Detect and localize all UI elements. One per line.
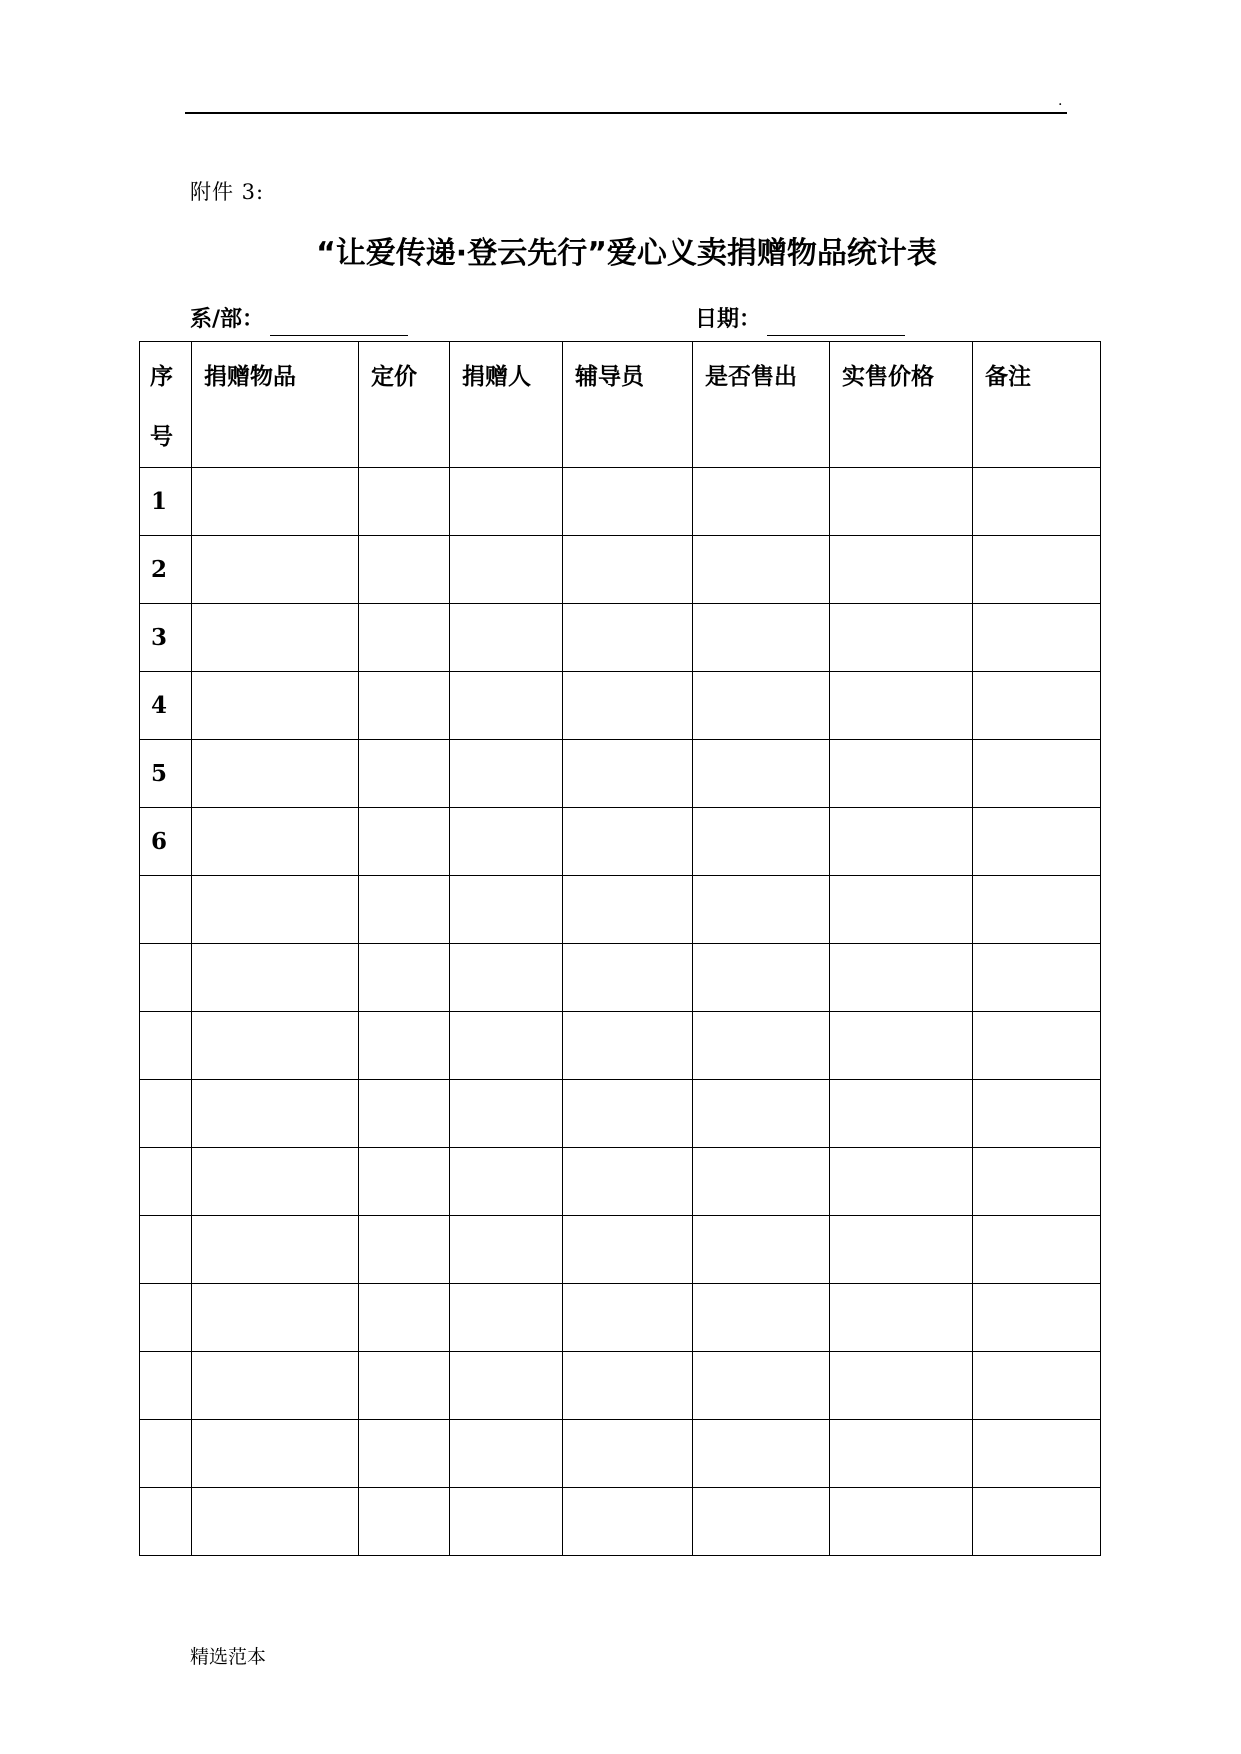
table-cell[interactable] (192, 468, 359, 536)
column-header-seq: 序号 (140, 342, 192, 468)
table-cell[interactable] (830, 808, 973, 876)
attachment-label: 附件 3: (190, 180, 265, 204)
table-cell[interactable] (450, 1216, 563, 1284)
row-seq-cell[interactable] (140, 944, 192, 1012)
table-cell[interactable] (359, 468, 450, 536)
table-cell[interactable] (450, 876, 563, 944)
column-header-actual-price: 实售价格 (830, 342, 973, 468)
row-seq-cell[interactable]: 1 (140, 468, 192, 536)
table-cell[interactable] (192, 876, 359, 944)
table-cell[interactable] (359, 740, 450, 808)
table-cell[interactable] (359, 1012, 450, 1080)
table-cell[interactable] (192, 1352, 359, 1420)
row-seq-cell[interactable] (140, 1488, 192, 1556)
table-cell[interactable] (830, 1488, 973, 1556)
table-cell[interactable] (973, 1080, 1101, 1148)
table-cell[interactable] (973, 468, 1101, 536)
table-row (140, 1488, 1101, 1556)
table-body (140, 468, 1101, 1556)
table-cell[interactable] (693, 808, 830, 876)
table-row (140, 1352, 1101, 1420)
dept-blank-line (270, 309, 408, 336)
table-cell[interactable] (563, 1080, 693, 1148)
table-row (140, 1080, 1101, 1148)
table-cell[interactable] (359, 1420, 450, 1488)
table-cell[interactable] (973, 1148, 1101, 1216)
column-header-donor: 捐赠人 (450, 342, 563, 468)
table-cell[interactable] (693, 1080, 830, 1148)
table-cell[interactable] (973, 1012, 1101, 1080)
table-cell[interactable] (830, 604, 973, 672)
table-cell[interactable] (563, 1284, 693, 1352)
date-blank-line (767, 309, 905, 336)
table-cell[interactable] (450, 672, 563, 740)
header-rule (185, 112, 1067, 114)
table-row (140, 1148, 1101, 1216)
table-row (140, 1216, 1101, 1284)
row-seq-cell[interactable] (140, 1080, 192, 1148)
table-cell[interactable] (973, 604, 1101, 672)
dept-label: 系/部： (190, 307, 265, 332)
table-row (140, 468, 1101, 536)
table-cell[interactable] (693, 1216, 830, 1284)
table-cell[interactable] (830, 1080, 973, 1148)
table-cell[interactable] (693, 604, 830, 672)
table-cell[interactable] (192, 1488, 359, 1556)
row-seq-cell[interactable] (140, 876, 192, 944)
table-cell[interactable] (450, 1284, 563, 1352)
table-row (140, 808, 1101, 876)
table-cell[interactable] (450, 536, 563, 604)
table-cell[interactable] (563, 672, 693, 740)
column-header-price: 定价 (359, 342, 450, 468)
table-cell[interactable] (563, 808, 693, 876)
row-seq-cell[interactable]: 4 (140, 672, 192, 740)
table-row (140, 740, 1101, 808)
table-cell[interactable] (973, 1488, 1101, 1556)
table-cell[interactable] (450, 604, 563, 672)
table-cell[interactable] (192, 1080, 359, 1148)
row-seq-cell[interactable] (140, 1216, 192, 1284)
table-row (140, 944, 1101, 1012)
table-cell[interactable] (973, 808, 1101, 876)
table-cell[interactable] (359, 536, 450, 604)
date-field (695, 304, 905, 336)
table-cell[interactable] (973, 536, 1101, 604)
table-cell[interactable] (693, 1420, 830, 1488)
table-cell[interactable] (192, 808, 359, 876)
table-cell[interactable] (192, 740, 359, 808)
table-cell[interactable] (359, 1216, 450, 1284)
row-seq-cell[interactable]: 2 (140, 536, 192, 604)
table-cell[interactable] (450, 740, 563, 808)
table-cell[interactable] (830, 1148, 973, 1216)
table-cell[interactable] (830, 944, 973, 1012)
column-header-remarks: 备注 (973, 342, 1101, 468)
row-seq-cell[interactable] (140, 1012, 192, 1080)
row-seq-cell[interactable]: 3 (140, 604, 192, 672)
table-cell[interactable] (192, 1012, 359, 1080)
table-cell[interactable] (359, 1148, 450, 1216)
table-cell[interactable] (563, 1420, 693, 1488)
table-row (140, 876, 1101, 944)
table-cell[interactable] (563, 876, 693, 944)
column-header-counselor: 辅导员 (563, 342, 693, 468)
dept-field (190, 304, 408, 336)
table-cell[interactable] (359, 672, 450, 740)
row-seq-cell[interactable] (140, 1352, 192, 1420)
table-row (140, 1420, 1101, 1488)
table-cell[interactable] (563, 1352, 693, 1420)
row-seq-cell[interactable]: 6 (140, 808, 192, 876)
table-cell[interactable] (450, 1488, 563, 1556)
table-cell[interactable] (563, 1012, 693, 1080)
footer-text: 精选范本 (190, 1646, 267, 1668)
row-seq-cell[interactable]: 5 (140, 740, 192, 808)
table-cell[interactable] (359, 1080, 450, 1148)
table-cell[interactable] (563, 740, 693, 808)
table-cell[interactable] (192, 1284, 359, 1352)
table-cell[interactable] (359, 876, 450, 944)
table-cell[interactable] (830, 740, 973, 808)
table-cell[interactable] (693, 1012, 830, 1080)
date-label: 日期： (695, 307, 762, 332)
table-row (140, 672, 1101, 740)
table-cell[interactable] (973, 1216, 1101, 1284)
table-cell[interactable] (359, 1284, 450, 1352)
table-cell[interactable] (563, 1148, 693, 1216)
table-cell[interactable] (830, 1352, 973, 1420)
page-title: “让爱传递·登云先行”爱心义卖捐赠物品统计表 (316, 236, 937, 271)
table-cell[interactable] (973, 740, 1101, 808)
table-cell[interactable] (693, 536, 830, 604)
table-cell[interactable] (693, 672, 830, 740)
table-cell[interactable] (450, 944, 563, 1012)
table-cell[interactable] (830, 1012, 973, 1080)
column-header-sold: 是否售出 (693, 342, 830, 468)
table-cell[interactable] (973, 944, 1101, 1012)
table-cell[interactable] (192, 1148, 359, 1216)
table-cell[interactable] (450, 1148, 563, 1216)
table-cell[interactable] (693, 876, 830, 944)
table-row (140, 536, 1101, 604)
table-cell[interactable] (192, 604, 359, 672)
table-cell[interactable] (973, 672, 1101, 740)
table-cell[interactable] (693, 1488, 830, 1556)
table-cell[interactable] (830, 1420, 973, 1488)
row-seq-cell[interactable] (140, 1284, 192, 1352)
row-seq-cell[interactable] (140, 1420, 192, 1488)
table-cell[interactable] (192, 672, 359, 740)
table-cell[interactable] (563, 1488, 693, 1556)
table-cell[interactable] (830, 672, 973, 740)
table-cell[interactable] (450, 1352, 563, 1420)
table-row (140, 1012, 1101, 1080)
table-cell[interactable] (359, 604, 450, 672)
table-cell[interactable] (192, 536, 359, 604)
table-cell[interactable] (693, 1148, 830, 1216)
table-cell[interactable] (450, 1420, 563, 1488)
header-dot: . (1058, 93, 1063, 109)
table-row (140, 1284, 1101, 1352)
table-cell[interactable] (192, 1420, 359, 1488)
table-cell[interactable] (693, 468, 830, 536)
table-cell[interactable] (192, 1216, 359, 1284)
table-cell[interactable] (693, 944, 830, 1012)
table-cell[interactable] (693, 1352, 830, 1420)
table-cell[interactable] (973, 1352, 1101, 1420)
table-cell[interactable] (973, 1420, 1101, 1488)
donation-stats-table (139, 341, 1101, 1556)
table-cell[interactable] (830, 876, 973, 944)
table-cell[interactable] (563, 1216, 693, 1284)
table-cell[interactable] (563, 944, 693, 1012)
table-cell[interactable] (973, 876, 1101, 944)
table-cell[interactable] (693, 1284, 830, 1352)
table-cell[interactable] (450, 1080, 563, 1148)
table-cell[interactable] (563, 536, 693, 604)
table-cell[interactable] (359, 1352, 450, 1420)
table-cell[interactable] (192, 944, 359, 1012)
table-cell[interactable] (563, 468, 693, 536)
table-cell[interactable] (450, 1012, 563, 1080)
table-cell[interactable] (693, 740, 830, 808)
table-cell[interactable] (830, 1284, 973, 1352)
table-header-row (140, 342, 1101, 468)
table-cell[interactable] (830, 468, 973, 536)
table-cell[interactable] (359, 944, 450, 1012)
table-cell[interactable] (973, 1284, 1101, 1352)
table-cell[interactable] (830, 536, 973, 604)
table-cell[interactable] (359, 1488, 450, 1556)
table-cell[interactable] (359, 808, 450, 876)
column-header-item: 捐赠物品 (192, 342, 359, 468)
table-cell[interactable] (830, 1216, 973, 1284)
table-cell[interactable] (563, 604, 693, 672)
table-cell[interactable] (450, 468, 563, 536)
row-seq-cell[interactable] (140, 1148, 192, 1216)
table-row (140, 604, 1101, 672)
table-cell[interactable] (450, 808, 563, 876)
